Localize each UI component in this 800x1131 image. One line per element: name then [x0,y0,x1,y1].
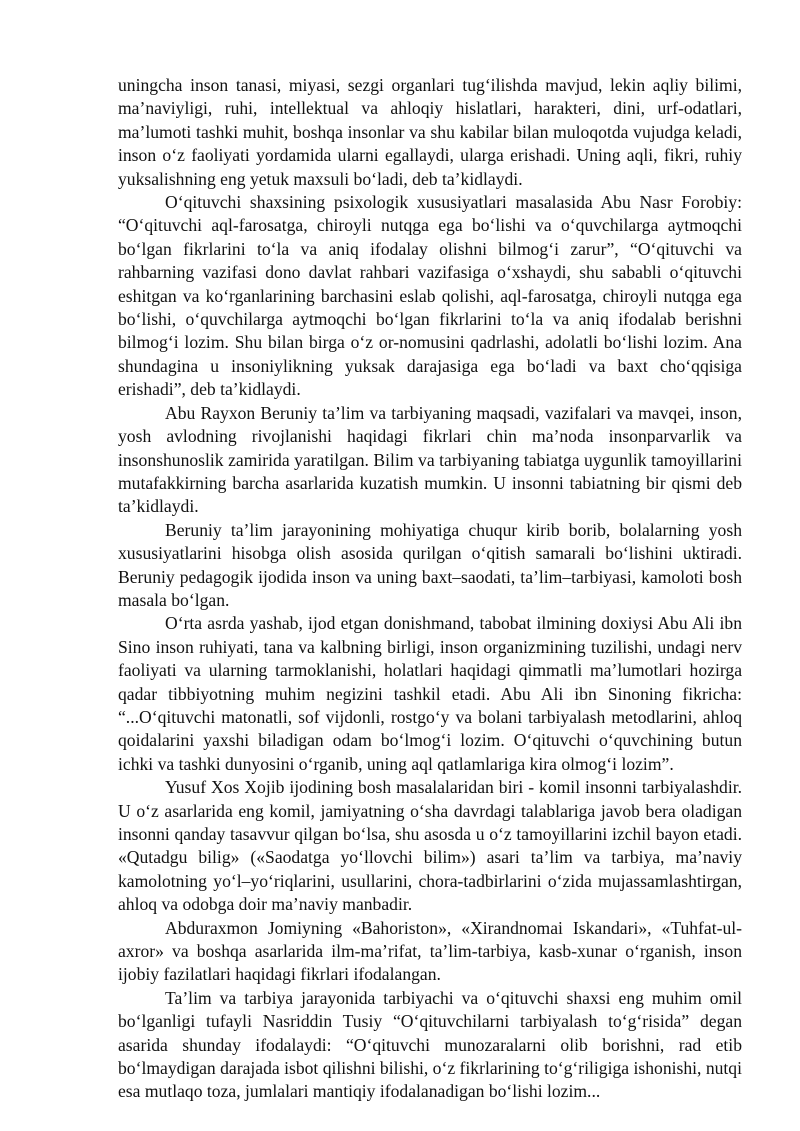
paragraph-beruniy-process: Beruniy ta’lim jarayonining mohiyatiga chuqur kirib borib, bolalarning yosh xususiyatlarini hisobga olish asosida qurilgan o‘qitish samarali bo‘lishini uktiradi. Beruniy pedagogik ijodida inson va uning baxt–saodati, ta’lim–tarbiyasi, kamoloti bosh masala bo‘lgan. [118,519,742,610]
paragraph-tusiy: Ta’lim va tarbiya jarayonida tarbiyachi va o‘qituvchi shaxsi eng muhim omil bo‘lganligi tufayli Nasriddin Tusiy “O‘qituvchilarni tarbiyalash to‘g‘risida” degan asarida shunday ifodalaydi: “O‘qituvchi munozaralarni olib borishni, rad etib bo‘lmaydigan darajada isbot qilishni bilishi, o‘z fikrlarining to‘g‘riligiga ishonishi, nutqi esa mutlaqo toza, jumlalari mantiqiy ifodalanadigan bo‘lishi lozim... [118,987,742,1102]
paragraph-yusuf-xos-xojib: Yusuf Xos Xojib ijodining bosh masalalaridan biri - komil insonni tarbiyalashdir. U o‘z asarlarida eng komil, jamiyatning o‘sha davrdagi talablariga javob bera oladigan insonni qanday tasavvur qilgan bo‘lsa, shu asosda u o‘z tamoyillarini izchil bayon etadi. «Qutadgu bilig» («Saodatga yo‘llovchi bilim») asari ta’lim va tarbiya, ma’naviy kamolotning yo‘l–yo‘riqlarini, usullarini, chora-tadbirlarini o‘zida mujassamlashtirgan, ahloq va odobga doir ma’naviy manbadir. [118,777,742,915]
document-page [118,74,742,1104]
paragraph-beruniy-aims: Abu Rayxon Beruniy ta’lim va tarbiyaning maqsadi, vazifalari va mavqei, inson, yosh avlodning rivojlanishi haqidagi fikrlari chin ma’noda insonparvarlik va insonshunoslik zamirida yaratilgan. Bilim va tarbiyaning tabiatga uygunlik tamoyillarini mutafakkirning barcha asarlarida kuzatish mumkin. U insonni tabiatning bir qismi deb ta’kidlaydi. [118,402,742,517]
paragraph-ibn-sino: O‘rta asrda yashab, ijod etgan donishmand, tabobat ilmining doxiysi Abu Ali ibn Sino inson ruhiyati, tana va kalbning birligi, inson organizmining tuzilishi, undagi nerv faoliyati va ularning tarmoklanishi, holatlari haqidagi qimmatli ma’lumotlari hozirga qadar tibbiyotning muhim negizini tashkil etadi. Abu Ali ibn Sinoning fikricha: “...O‘qituvchi matonatli, sof vijdonli, rostgo‘y va bolani tarbiyalash metodlarini, ahloq qoidalarini yaxshi biladigan odam bo‘lmog‘i lozim. O‘qituvchi o‘quvchining butun ichki va tashki dunyosini o‘rganib, uning aql qatlamlariga kira olmog‘i lozim”. [118,613,742,774]
paragraph-forobiy: O‘qituvchi shaxsining psixologik xususiyatlari masalasida Abu Nasr Forobiy: “O‘qituvchi aql-farosatga, chiroyli nutqga ega bo‘lishi va o‘quvchilarga aytmoqchi bo‘lgan fikrlarini to‘la va aniq ifodalay olishni bilmog‘i zarur”, “O‘qituvchi va rahbarning vazifasi dono davlat rahbari vazifasiga o‘xshaydi, shu sababli o‘qituvchi eshitgan va ko‘rganlarining barchasini eslab qolishi, aql-farosatga, chiroyli nutqga ega bo‘lishi, o‘quvchilarga aytmoqchi bo‘lgan fikrlarini to‘la va aniq ifodalab berishni bilmog‘i lozim. Shu bilan birga o‘z or-nomusini qadrlashi, adolatli bo‘lishi lozim. Ana shundagina u insoniylikning yuksak darajasiga ega bo‘ladi va baxt cho‘qqisiga erishadi”, deb ta’kidlaydi. [118,192,742,400]
paragraph-continuation: uningcha inson tanasi, miyasi, sezgi organlari tug‘ilishda mavjud, lekin aqliy bilimi, ma’naviyligi, ruhi, intellektual va ahloqiy hislatlari, harakteri, dini, urf-odatlari, ma’lumoti tashki muhit, boshqa insonlar va shu kabilar bilan muloqotda vujudga keladi, inson o‘z faoliyati yordamida ularni egallaydi, ularga erishadi. Uning aqli, fikri, ruhiy yuksalishning eng yetuk maxsuli bo‘ladi, deb ta’kidlaydi. [118,75,742,189]
paragraph-jomiy: Abduraxmon Jomiyning «Bahoriston», «Xirandnomai Iskandari», «Tuhfat-ul-axror» va boshqa asarlarida ilm-ma’rifat, ta’lim-tarbiya, kasb-xunar o‘rganish, inson ijobiy fazilatlari haqidagi fikrlari ifodalangan. [118,917,742,985]
